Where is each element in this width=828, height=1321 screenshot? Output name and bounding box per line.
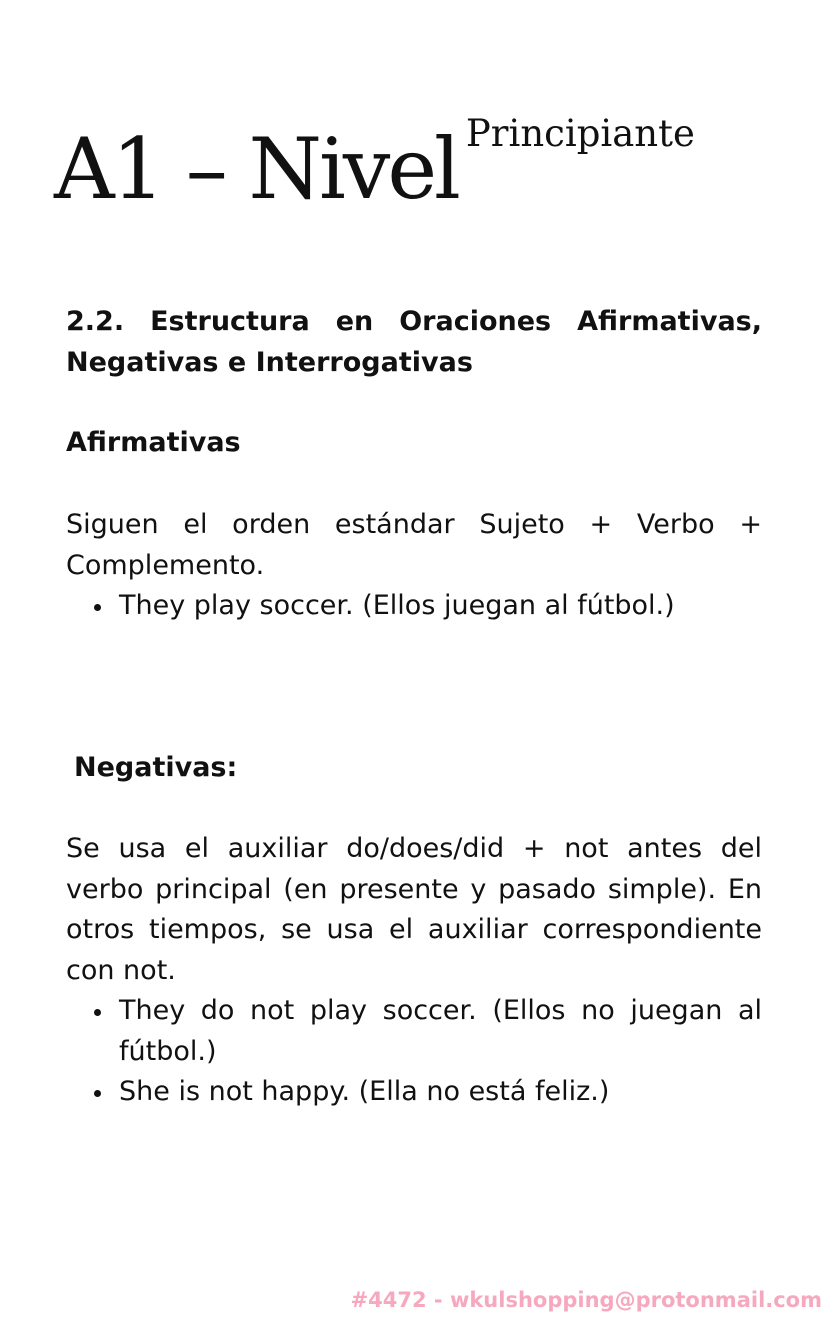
page-title: A1 – Nivel [54, 120, 458, 218]
negativas-heading: Negativas: [74, 752, 238, 783]
afirmativas-heading: Afirmativas [66, 427, 241, 458]
example-item: They play soccer. (Ellos juegan al fútbol.) [119, 586, 762, 627]
afirmativas-examples [66, 586, 762, 627]
afirmativas-description: Siguen el orden estándar Sujeto + Verbo + Complemento. [66, 509, 762, 581]
watermark: #4472 - wkulshopping@protonmail.com [350, 1288, 822, 1312]
negativas-description: Se usa el auxiliar do/does/did + not antes del verbo principal (en presente y pasado simple). En otros tiempos, se usa el auxiliar correspondiente con not. [66, 833, 762, 986]
page-subtitle: Principiante [465, 112, 695, 155]
page-header [54, 112, 695, 218]
example-item: She is not happy. (Ella no está feliz.) [119, 1072, 762, 1113]
negativas-examples [66, 991, 762, 1113]
example-item: They do not play soccer. (Ellos no juegan al fútbol.) [119, 991, 762, 1072]
section-heading: 2.2. Estructura en Oraciones Afirmativas, Negativas e Interrogativas [66, 306, 762, 378]
